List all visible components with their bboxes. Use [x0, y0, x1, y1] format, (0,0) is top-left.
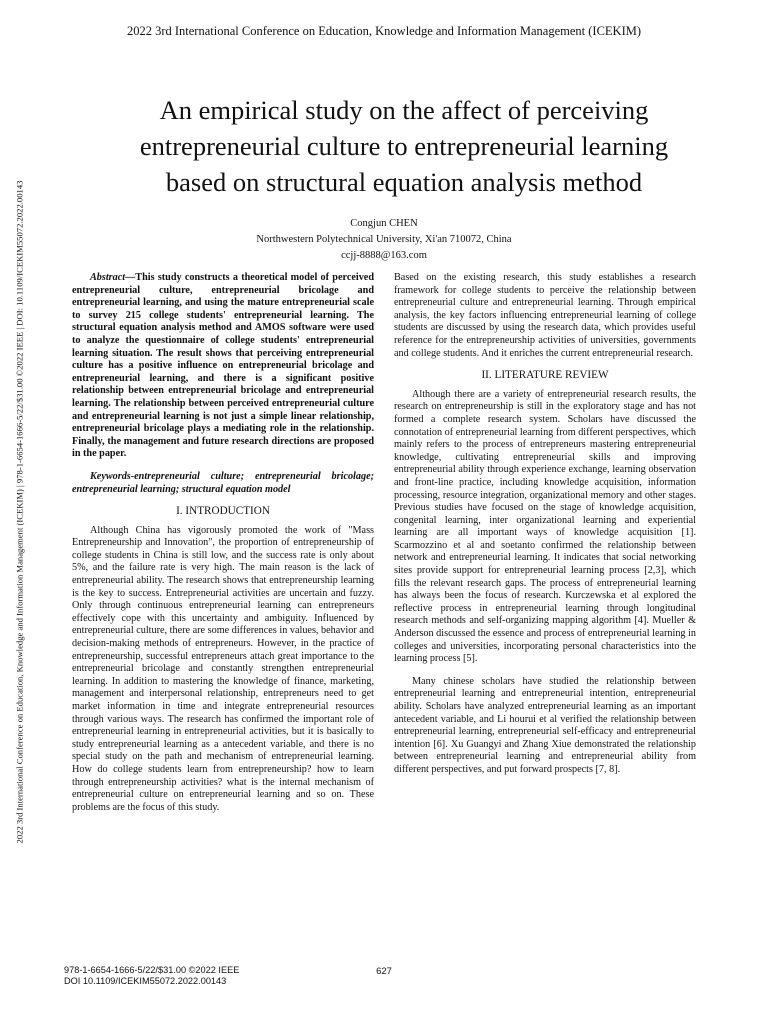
lit-paragraph-2: Many chinese scholars have studied the relationship between entrepreneurial learning and entrepreneurial intention, entrepreneurial ability. Scholars have analyzed entrepreneurial learning as an important antecedent variable, and Li hourui et al verified the relationship between entrepreneurial learning, entrepreneurial self-efficacy and entrepreneurial intention [6]. Xu Guangyi and Zhang Xiue demonstrated the relationship between entrepreneurial learning and entrepreneurial ability from different perspectives, and put forward prospects [7, 8]. [394, 675, 696, 775]
side-identifier-text: 2022 3rd International Conference on Education, Knowledge and Information Management (ICEKIM) | 978-1-6654-1666-5/22/$31.00 ©2022 IEEE | DOI: 10.1109/ICEKIM55072.2022.00143 [14, 180, 24, 844]
author-affiliation: Northwestern Polytechnical University, Xi'an 710072, China [256, 234, 512, 245]
section-heading-introduction: I. INTRODUCTION [176, 505, 270, 518]
abstract-text: This study constructs a theoretical model of perceived entrepreneurial culture, entrepreneurial bricolage and entrepreneurial learning, and using the mature entrepreneurial scale to survey 215 college students' entrepreneurial learning. The structural equation analysis method and AMOS software were used to analyze the questionnaire of college students' entrepreneurial learning situation. The result shows that perceiving entrepreneurial culture has a positive influence on entrepreneurial bricolage and entrepreneurial learning, and there is a significant positive relationship between entrepreneurial bricolage and entrepreneurial learning. The relationship between perceived entrepreneurial culture and entrepreneurial learning is not just a simple linear relationship, entrepreneurial bricolage plays a mediating role in the relationship. Finally, the management and future research directions are proposed in the paper. [72, 272, 374, 460]
footer-isbn: 978-1-6654-1666-5/22/$31.00 ©2022 IEEE [64, 965, 240, 975]
footer-doi: DOI 10.1109/ICEKIM55072.2022.00143 [64, 976, 227, 986]
abstract [72, 272, 374, 461]
side-identifier-strip [10, 0, 28, 1024]
left-column [72, 272, 374, 814]
title-line-2: entrepreneurial culture to entrepreneurial learning [139, 131, 669, 161]
page-number: 627 [376, 966, 392, 977]
abstract-label: Abstract— [90, 272, 136, 283]
paper-title [60, 92, 748, 200]
paragraph-gap [394, 666, 696, 676]
conference-header: 2022 3rd International Conference on Education, Knowledge and Information Management (ICEKIM) [126, 24, 642, 38]
author-email: ccjj-8888@163.com [341, 250, 427, 261]
right-column [394, 272, 696, 777]
intro-paragraph-2: Based on the existing research, this study establishes a research framework for college students to perceive the relationship between entrepreneurial culture and entrepreneurial learning. Through empirical analysis, the key factors influencing entrepreneurial learning of college students are discussed by using the research data, which provides useful reference for the entrepreneurship activities of universities, governments and college students. And it enriches the current entrepreneurial research. [394, 272, 696, 359]
title-line-3: based on structural equation analysis method [165, 167, 643, 197]
section-heading-literature-review: II. LITERATURE REVIEW [481, 369, 609, 382]
lit-paragraph-1: Although there are a variety of entrepreneurial research results, the research on entrepreneurship is still in the exploratory stage and has not formed a complete research system. Scholars have discussed the connotation of entrepreneurial learning from different perspectives, which mainly refers to the process of entrepreneurs mastering entrepreneurial knowledge, cultivating entrepreneurial skills and improving entrepreneurial ability through experience exchange, learning observation and front-line practice, including knowledge acquisition, information processing, resource integration, organizational memory and other stages. Previous studies have focused on the stage of knowledge acquisition, congenital learning, inter organizational learning and experiential learning are all important ways of knowledge acquisition [1]. Scarmozzino et al and soetanto confirmed the relationship between network and entrepreneurial learning. It indicates that social networking sites provide support for entrepreneurial learning process [2,3], which fills the relevant research gaps. The process of entrepreneurial learning has always been the focus of research. Kurczewska et al explored the reflective process in entrepreneurial learning through longitudinal research methods and self-organizing mapping algorithm [4]. Mueller & Anderson discussed the essence and process of entrepreneurial learning in colleges and universities, incorporating personal characteristics into the learning process [5]. [394, 388, 696, 665]
author-block [0, 216, 768, 264]
author-name: Congjun CHEN [350, 218, 418, 229]
intro-paragraph-1: Although China has vigorously promoted the work of "Mass Entrepreneurship and Innovation", the proportion of entrepreneurship of college students in China is still low, and the success rate is only about 5%, and the failure rate is very high. The main reason is the lack of entrepreneurial ability. The research shows that entrepreneurship learning is the key to success. Entrepreneurial activities are uncertain and fuzzy. Only through continuous entrepreneurial learning can entrepreneurs effectively cope with this uncertainty and ambiguity. Influenced by entrepreneurial culture, there are some differences in values, behavior and decision-making methods of entrepreneurs. However, in the practice of entrepreneurship, successful entrepreneurs attach great importance to the entrepreneurial bricolage and constantly strengthen entrepreneurial learning. In addition to mastering the knowledge of finance, marketing, management and interpersonal relationship, entrepreneurs need to get market information in time and integrate entrepreneurial resources through various ways. The research has confirmed the important role of entrepreneurial learning in entrepreneurial activities, but it is basically to study entrepreneurial learning as a antecedent variable, and there is no special study on the path and mechanism of entrepreneurial learning. How do college students learn from entrepreneurship? how to learn through entrepreneurship activities? what is the internal mechanism of entrepreneurial culture on entrepreneurial learning and so on. These problems are the focus of this study. [72, 524, 374, 813]
keywords: Keywords-entrepreneurial culture; entrepreneurial bricolage; entrepreneurial learning; structural equation model [72, 470, 374, 495]
title-line-1: An empirical study on the affect of perceiving [159, 95, 649, 125]
